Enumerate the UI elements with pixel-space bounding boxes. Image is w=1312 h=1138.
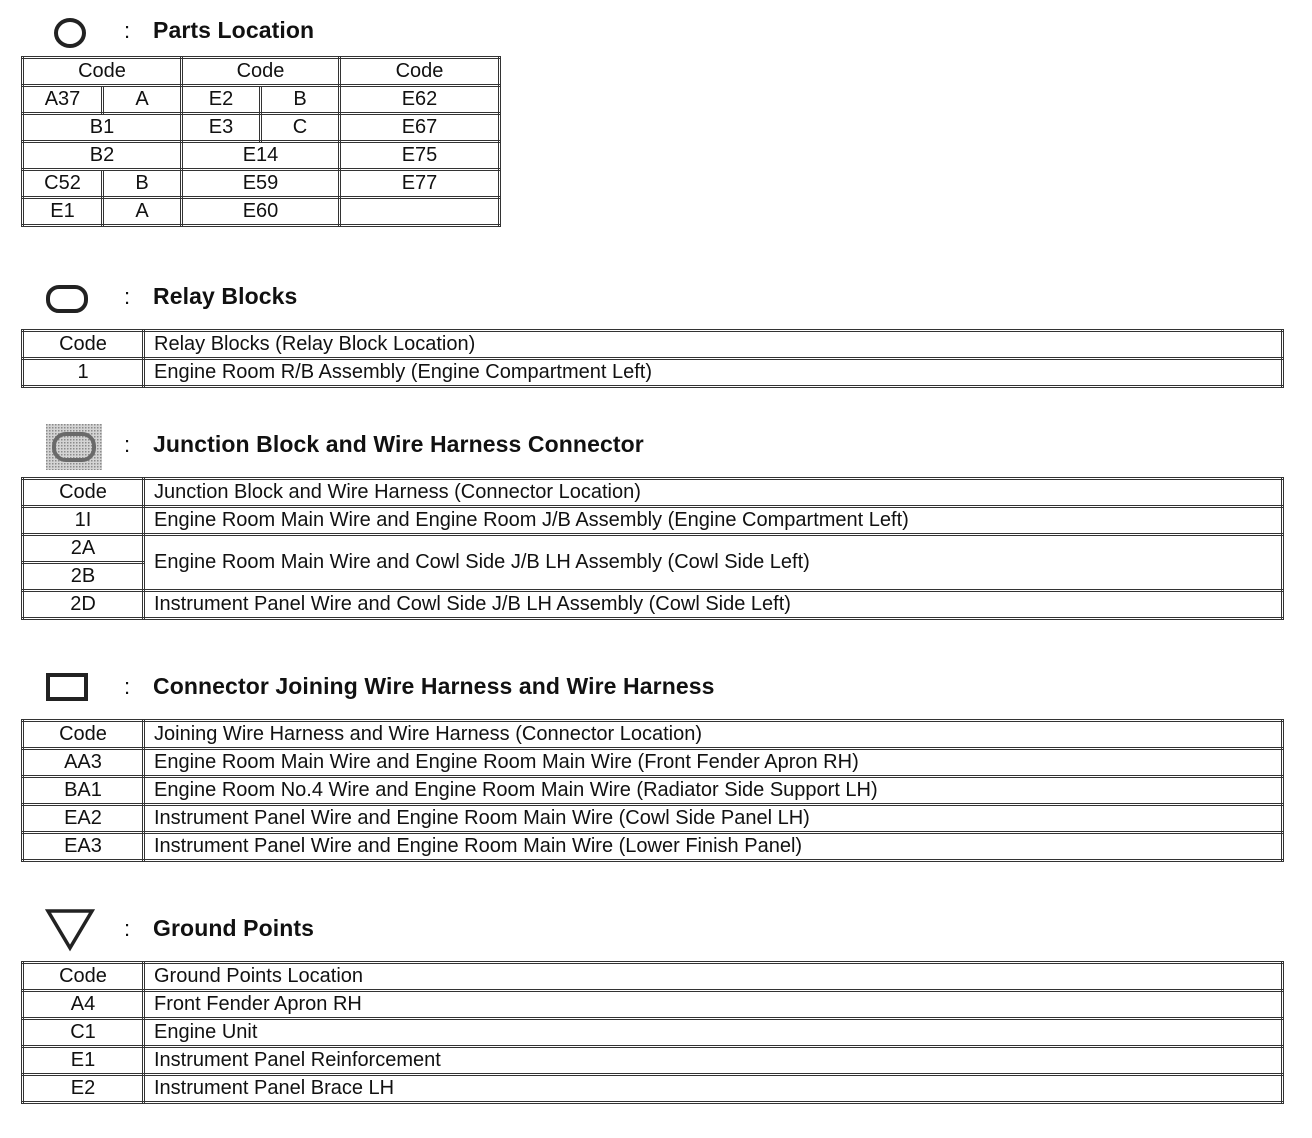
ground-points-title: Ground Points: [153, 915, 315, 941]
code-cell: E77: [340, 170, 500, 198]
table-header-row: [23, 963, 1283, 991]
parts-location-table: [21, 56, 501, 227]
table-row: [23, 991, 1283, 1019]
empty-cell: [340, 198, 500, 226]
code-cell: E2: [23, 1075, 144, 1103]
table-row: [23, 507, 1283, 535]
code-cell: 1I: [23, 507, 144, 535]
sub-code-cell: A: [103, 86, 182, 114]
location-cell: Instrument Panel Wire and Engine Room Main Wire (Cowl Side Panel LH): [144, 805, 1283, 833]
location-cell: Engine Room Main Wire and Cowl Side J/B LH Assembly (Cowl Side Left): [144, 535, 1283, 591]
junction-block-title: Junction Block and Wire Harness Connector: [153, 431, 644, 457]
table-row: [23, 359, 1283, 387]
column-header-code: Code: [23, 58, 182, 86]
location-cell: Engine Room No.4 Wire and Engine Room Main Wire (Radiator Side Support LH): [144, 777, 1283, 805]
parts-location-colon: :: [124, 18, 131, 43]
code-cell: E62: [340, 86, 500, 114]
table-row: [23, 749, 1283, 777]
table-header-row: [23, 331, 1283, 359]
location-cell: Engine Room Main Wire and Engine Room J/B Assembly (Engine Compartment Left): [144, 507, 1283, 535]
code-cell: AA3: [23, 749, 144, 777]
connector-joining-colon: :: [124, 674, 131, 699]
location-cell: Instrument Panel Wire and Engine Room Main Wire (Lower Finish Panel): [144, 833, 1283, 861]
relay-blocks-table: [21, 329, 1284, 388]
code-cell: E60: [182, 198, 340, 226]
connector-joining-table: [21, 719, 1284, 862]
table-row: [23, 1075, 1283, 1103]
location-cell: Engine Room R/B Assembly (Engine Compartment Left): [144, 359, 1283, 387]
relay-blocks-heading: [0, 278, 1312, 318]
column-header-code: Code: [23, 963, 144, 991]
table-row: [23, 1019, 1283, 1047]
table-row: [23, 777, 1283, 805]
code-cell: B2: [23, 142, 182, 170]
inverted-triangle-icon: [44, 908, 96, 952]
table-row: [23, 114, 500, 142]
code-cell: E3: [182, 114, 261, 142]
column-header-location: Relay Blocks (Relay Block Location): [144, 331, 1283, 359]
sub-code-cell: A: [103, 198, 182, 226]
table-header-row: [23, 479, 1283, 507]
code-cell: E1: [23, 198, 103, 226]
circle-outline-icon: [52, 16, 88, 50]
column-header-location: Ground Points Location: [144, 963, 1283, 991]
code-cell: E75: [340, 142, 500, 170]
code-cell: C1: [23, 1019, 144, 1047]
location-cell: Instrument Panel Brace LH: [144, 1075, 1283, 1103]
code-cell: E2: [182, 86, 261, 114]
table-header-row: [23, 721, 1283, 749]
column-header-code: Code: [23, 721, 144, 749]
relay-blocks-colon: :: [124, 284, 131, 309]
code-cell: EA3: [23, 833, 144, 861]
location-cell: Engine Room Main Wire and Engine Room Main Wire (Front Fender Apron RH): [144, 749, 1283, 777]
parts-location-heading: [0, 12, 1312, 52]
column-header-code: Code: [182, 58, 340, 86]
code-cell: C52: [23, 170, 103, 198]
shaded-rounded-rect-icon: [46, 424, 102, 470]
location-cell: Instrument Panel Reinforcement: [144, 1047, 1283, 1075]
code-cell: A4: [23, 991, 144, 1019]
column-header-code: Code: [340, 58, 500, 86]
column-header-code: Code: [23, 479, 144, 507]
code-cell: B1: [23, 114, 182, 142]
code-cell: E14: [182, 142, 340, 170]
code-cell: 2B: [23, 563, 144, 591]
sub-code-cell: B: [103, 170, 182, 198]
table-header-row: [23, 58, 500, 86]
table-row: [23, 170, 500, 198]
sub-code-cell: B: [261, 86, 340, 114]
table-row: [23, 805, 1283, 833]
table-row: [23, 86, 500, 114]
connector-joining-heading: [0, 666, 1312, 706]
ground-points-heading: [0, 908, 1312, 948]
sub-code-cell: C: [261, 114, 340, 142]
column-header-location: Joining Wire Harness and Wire Harness (Connector Location): [144, 721, 1283, 749]
location-cell: Engine Unit: [144, 1019, 1283, 1047]
code-cell: 2D: [23, 591, 144, 619]
table-row: [23, 1047, 1283, 1075]
code-cell: A37: [23, 86, 103, 114]
square-outline-icon: [45, 672, 89, 702]
code-cell: EA2: [23, 805, 144, 833]
junction-block-colon: :: [124, 432, 131, 457]
table-row: [23, 535, 1283, 563]
ground-points-colon: :: [124, 916, 131, 941]
code-cell: 1: [23, 359, 144, 387]
code-cell: E1: [23, 1047, 144, 1075]
code-cell: E67: [340, 114, 500, 142]
table-row: [23, 142, 500, 170]
parts-location-title: Parts Location: [153, 17, 315, 43]
code-cell: BA1: [23, 777, 144, 805]
table-row: [23, 591, 1283, 619]
table-row: [23, 198, 500, 226]
junction-block-table: [21, 477, 1284, 620]
ground-points-table: [21, 961, 1284, 1104]
location-cell: Front Fender Apron RH: [144, 991, 1283, 1019]
location-cell: Instrument Panel Wire and Cowl Side J/B LH Assembly (Cowl Side Left): [144, 591, 1283, 619]
connector-joining-title: Connector Joining Wire Harness and Wire Harness: [153, 673, 715, 699]
code-cell: E59: [182, 170, 340, 198]
relay-blocks-title: Relay Blocks: [153, 283, 298, 309]
column-header-location: Junction Block and Wire Harness (Connector Location): [144, 479, 1283, 507]
code-cell: 2A: [23, 535, 144, 563]
table-row: [23, 833, 1283, 861]
junction-block-heading: [0, 424, 1312, 464]
rounded-rect-outline-icon: [45, 283, 89, 315]
column-header-code: Code: [23, 331, 144, 359]
